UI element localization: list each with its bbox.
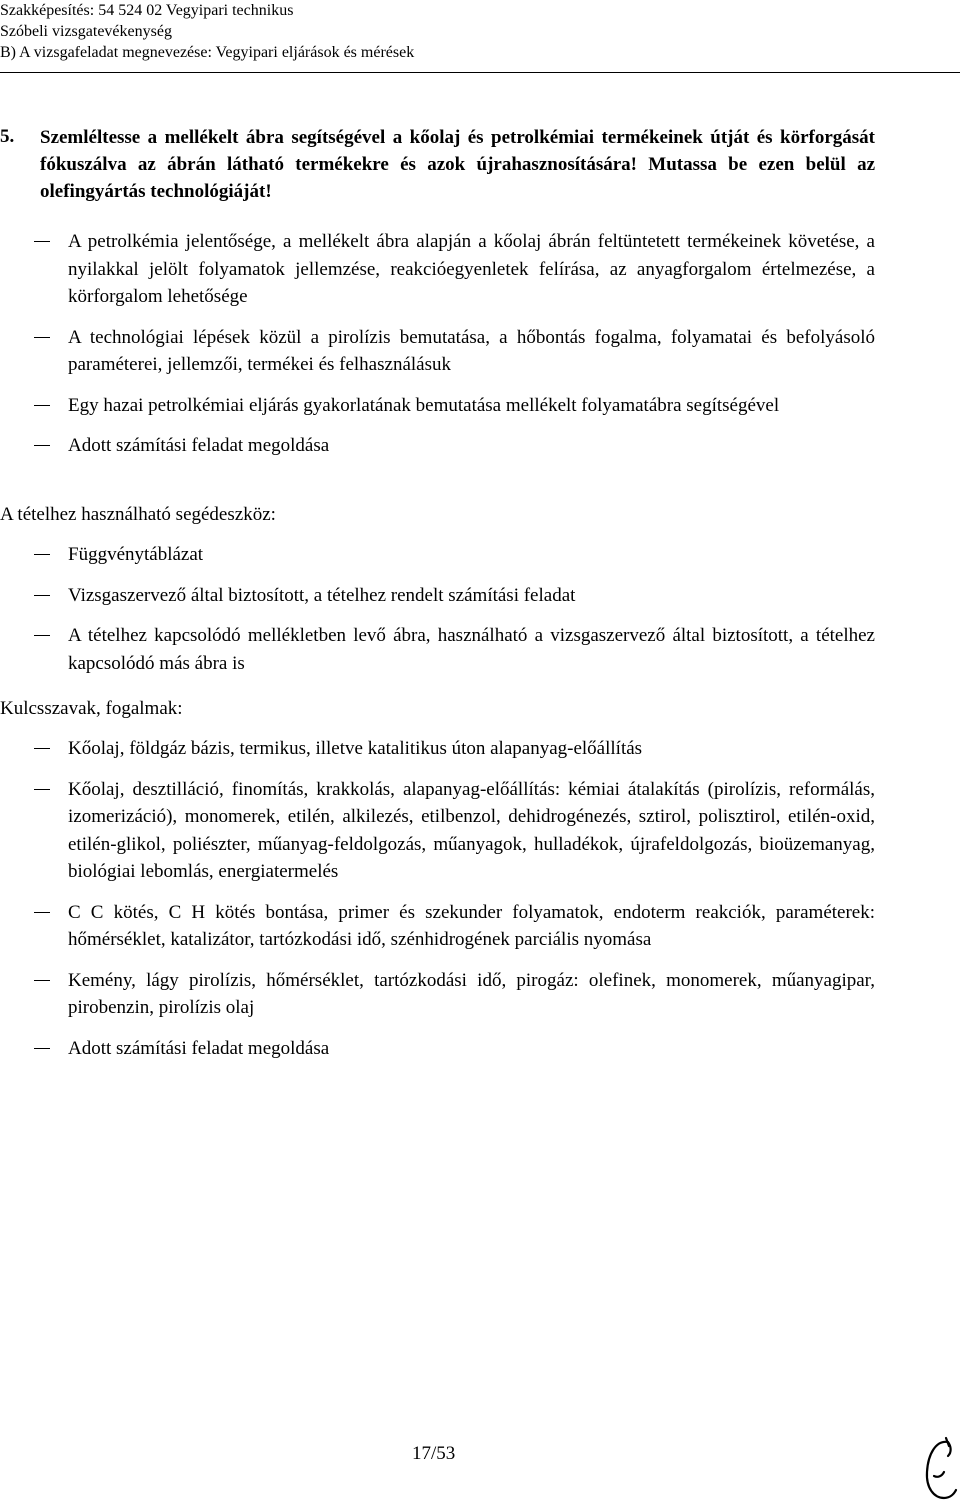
task-items-list [0, 228, 875, 460]
dash-bullet-icon [34, 1048, 50, 1049]
list-item: C C kötés, C H kötés bontása, primer és szekunder folyamatok, endoterm reakciók, paraméterek: hőmérséklet, katalizátor, tartózkodási idő, szénhidrogének parciális nyomása [0, 899, 875, 954]
list-item: Adott számítási feladat megoldása [0, 432, 875, 460]
header-task-name: B) A vizsgafeladat megnevezése: Vegyipari eljárások és mérések [0, 44, 415, 61]
task-question: Szemléltesse a mellékelt ábra segítségével a kőolaj és petrolkémiai termékeinek útját és körforgását fókuszálva az ábrán látható termékekre és azok újrahasznosítására! Mutassa be ezen belül az olefingyártás technológiáját! [40, 127, 875, 202]
list-item: A tételhez kapcsolódó mellékletben levő ábra, használható a vizsgaszervező által biztosított, a tételhez kapcsolódó más ábra is [0, 622, 875, 677]
dash-bullet-icon [34, 912, 50, 913]
task-items-section [0, 228, 875, 473]
dash-bullet-icon [34, 337, 50, 338]
list-item: Kőolaj, földgáz bázis, termikus, illetve katalitikus úton alapanyag-előállítás [0, 735, 875, 763]
list-item: Kemény, lágy pirolízis, hőmérséklet, tartózkodási idő, pirogáz: olefinek, monomerek, műanyagipar, pirobenzin, pirolízis olaj [0, 967, 875, 1022]
document-header [0, 0, 414, 63]
dash-bullet-icon [34, 595, 50, 596]
list-item: Függvénytáblázat [0, 541, 875, 569]
dash-bullet-icon [34, 635, 50, 636]
header-divider [0, 72, 960, 73]
dash-bullet-icon [34, 789, 50, 790]
header-exam-activity: Szóbeli vizsgatevékenység [0, 23, 172, 40]
keywords-heading: Kulcsszavak, fogalmak: [0, 698, 183, 719]
tools-heading: A tételhez használható segédeszköz: [0, 504, 276, 525]
list-item: A technológiai lépések közül a pirolízis bemutatása, a hőbontás fogalma, folyamatai és befolyásoló paraméterei, jellemzői, termékei és felhasználásuk [0, 324, 875, 379]
keywords-list [0, 735, 875, 1062]
dash-bullet-icon [34, 241, 50, 242]
page-number: 17/53 [412, 1443, 456, 1464]
list-item: Vizsgaszervező által biztosított, a tételhez rendelt számítási feladat [0, 582, 875, 610]
dash-bullet-icon [34, 405, 50, 406]
dash-bullet-icon [34, 980, 50, 981]
list-item: Adott számítási feladat megoldása [0, 1035, 875, 1063]
dash-bullet-icon [34, 748, 50, 749]
header-qualification: Szakképesítés: 54 524 02 Vegyipari technikus [0, 2, 294, 19]
tools-list [0, 541, 875, 677]
list-item: A petrolkémia jelentősége, a mellékelt ábra alapján a kőolaj ábrán feltüntetett termékeinek követése, a nyilakkal jelölt folyamatok jellemzése, reakcióegyenletek felírása, az anyagforgalom értelmezése, a körforgalom lehetősége [0, 228, 875, 311]
dash-bullet-icon [34, 554, 50, 555]
tools-section [0, 502, 875, 690]
list-item: Egy hazai petrolkémiai eljárás gyakorlatának bemutatása mellékelt folyamatábra segítségével [0, 392, 875, 420]
task-number: 5. [0, 126, 15, 147]
signature-icon [918, 1432, 960, 1506]
list-item: Kőolaj, desztilláció, finomítás, krakkolás, alapanyag-előállítás: kémiai átalakítás (pirolízis, reformálás, izomerizáció), monomerek, etilén, alkilezés, etilbenzol, dehidrogénezés, sztirol, polisztirol, etilén-oxid, etilén-glikol, poliészter, műanyag-feldolgozás, műanyagok, hulladékok, újrafeldolgozás, bioüzemanyag, biológiai lebomlás, energiatermelés [0, 776, 875, 886]
dash-bullet-icon [34, 445, 50, 446]
keywords-section [0, 696, 875, 1075]
